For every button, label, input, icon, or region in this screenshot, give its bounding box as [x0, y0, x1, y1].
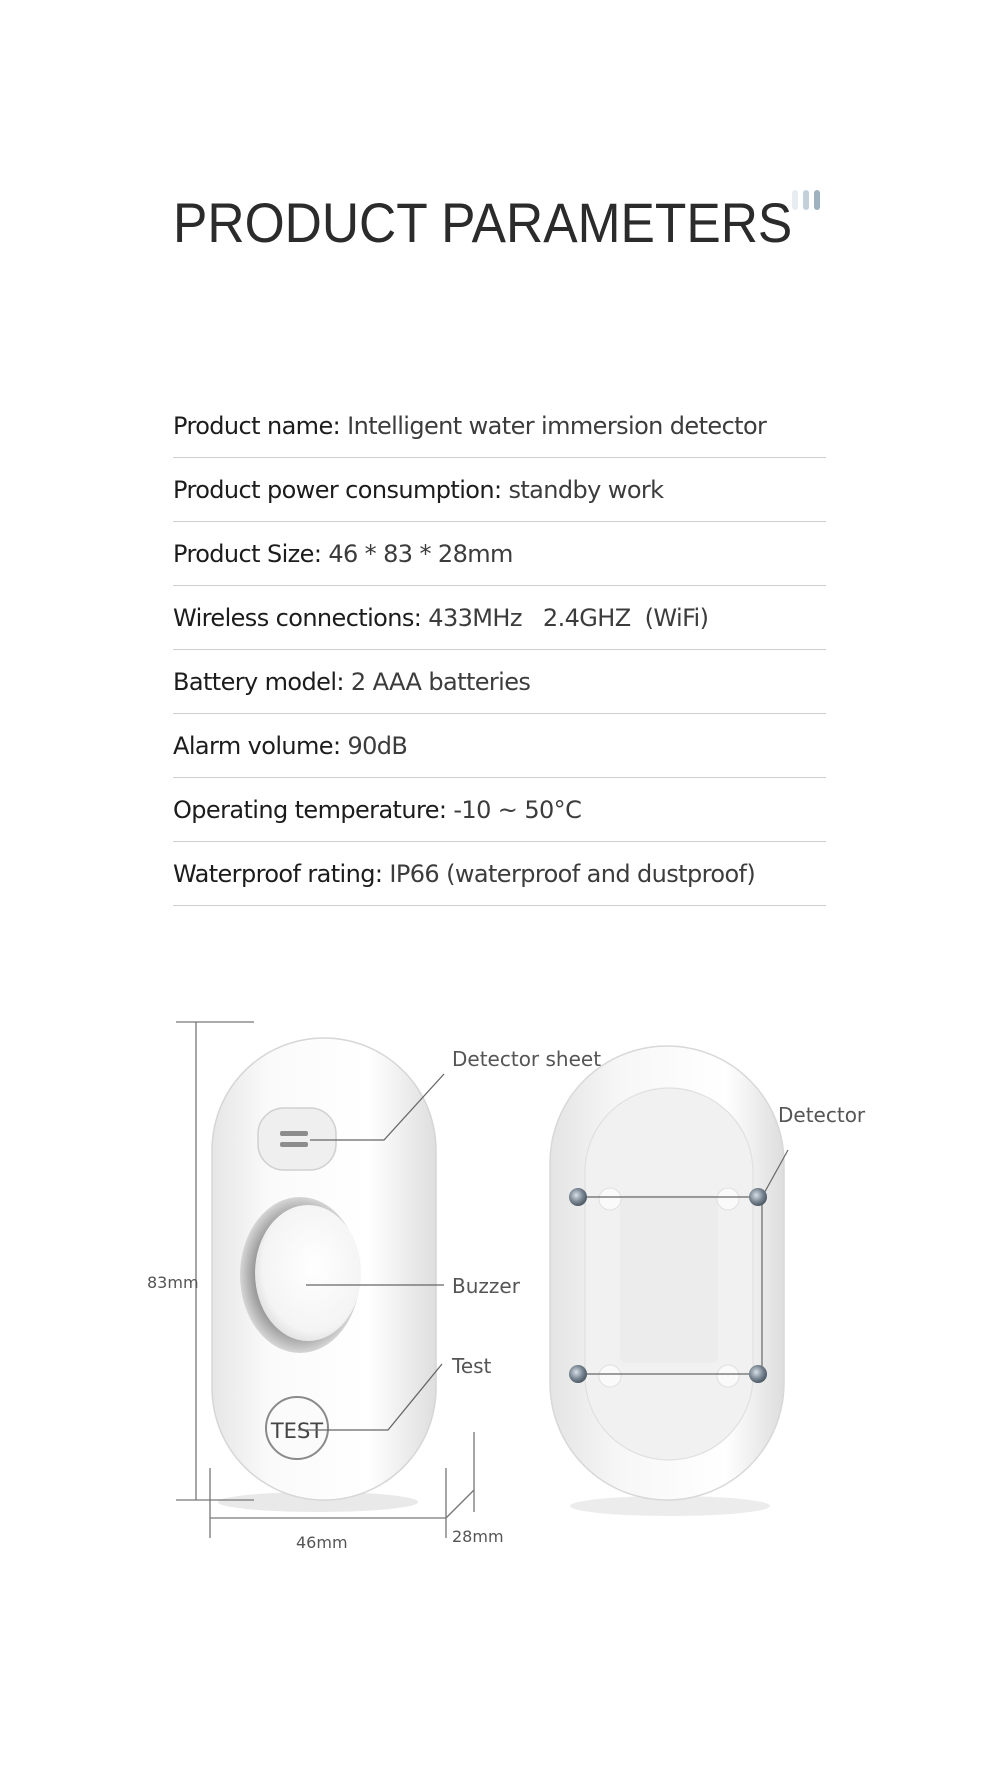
detector-probe-icon [749, 1188, 767, 1206]
depth-dimension-label: 28mm [452, 1527, 504, 1546]
bar-2 [803, 190, 809, 210]
param-value: 90dB [347, 731, 408, 760]
param-value: IP66 (waterproof and dustproof) [389, 859, 756, 888]
back-device [550, 1046, 788, 1516]
param-operating-temperature [173, 778, 826, 842]
bar-3 [814, 190, 820, 210]
param-value: Intelligent water immersion detector [347, 411, 767, 440]
detector-probe-icon [569, 1365, 587, 1383]
buzzer-label: Buzzer [452, 1274, 520, 1298]
width-dimension-label: 46mm [296, 1533, 348, 1552]
param-label: Product name: [173, 411, 341, 440]
back-bump [599, 1188, 621, 1210]
detector-sheet-bar-2 [280, 1142, 308, 1147]
detector-sheet-label: Detector sheet [452, 1047, 602, 1071]
detector-probe-icon [569, 1188, 587, 1206]
buzzer-cap [255, 1205, 361, 1341]
param-power-consumption [173, 458, 826, 522]
param-waterproof-rating [173, 842, 826, 906]
param-label: Product Size: [173, 539, 322, 568]
param-label: Waterproof rating: [173, 859, 383, 888]
param-value: -10 ~ 50°C [453, 795, 582, 824]
param-wireless-connections [173, 586, 826, 650]
param-product-name [173, 394, 826, 458]
param-value: 2 AAA batteries [350, 667, 531, 696]
height-dimension-label: 83mm [147, 1273, 199, 1292]
param-value: 433MHz 2.4GHZ (WiFi) [428, 603, 709, 632]
depth-line [446, 1490, 474, 1518]
product-diagram [0, 990, 1000, 1590]
detector-sheet-slot [258, 1108, 336, 1170]
back-bump [717, 1188, 739, 1210]
param-label: Alarm volume: [173, 731, 341, 760]
page-title: PRODUCT PARAMETERS [173, 191, 793, 254]
front-device [212, 1038, 436, 1512]
test-label: Test [452, 1354, 492, 1378]
detector-probe-icon [749, 1365, 767, 1383]
detector-label: Detector [778, 1103, 866, 1127]
param-label: Product power consumption: [173, 475, 502, 504]
back-bump [717, 1365, 739, 1387]
param-value: 46 * 83 * 28mm [328, 539, 513, 568]
param-alarm-volume [173, 714, 826, 778]
param-label: Wireless connections: [173, 603, 422, 632]
param-value: standby work [508, 475, 664, 504]
decorative-bars-icon [792, 190, 820, 210]
parameter-list [173, 394, 826, 906]
param-label: Operating temperature: [173, 795, 447, 824]
detector-sheet-bar-1 [280, 1131, 308, 1136]
param-product-size [173, 522, 826, 586]
param-label: Battery model: [173, 667, 344, 696]
param-battery-model [173, 650, 826, 714]
back-bump [599, 1365, 621, 1387]
back-inner-panel [620, 1195, 718, 1363]
test-button-label: TEST [270, 1419, 324, 1443]
bar-1 [792, 190, 798, 210]
